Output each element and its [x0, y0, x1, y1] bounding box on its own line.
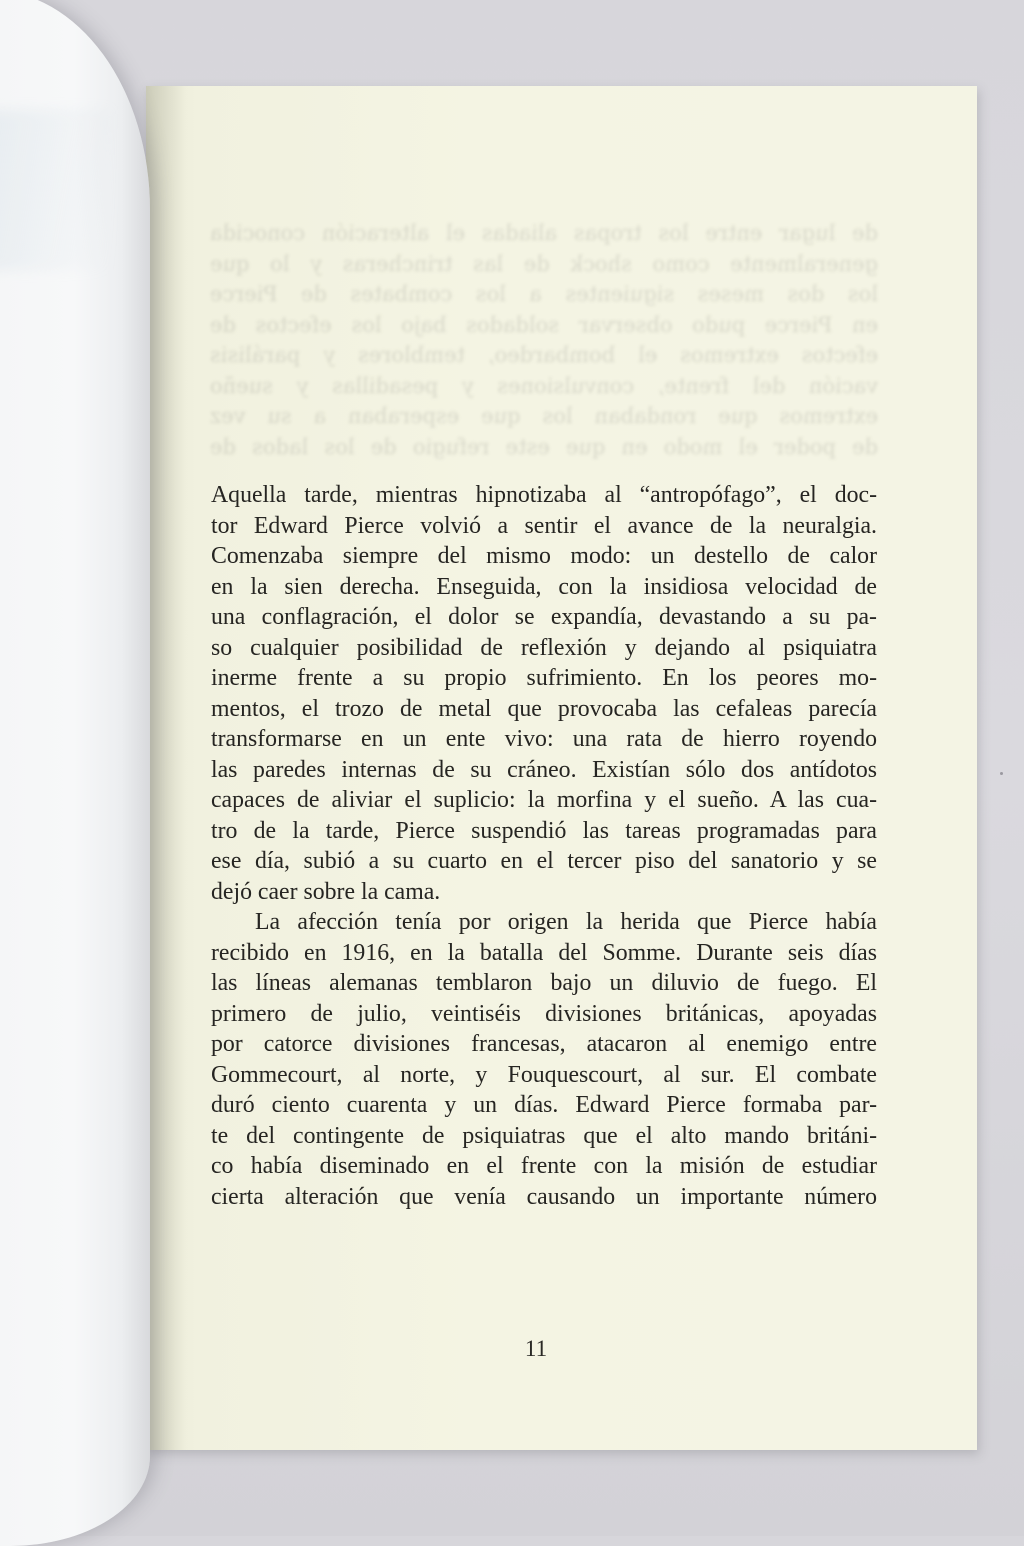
page-number: 11	[524, 1336, 548, 1361]
text-line: mentos, el trozo de metal que provocaba las cefaleas parecía	[211, 695, 877, 722]
background-speck	[1000, 772, 1003, 775]
text-line: ese día, subió a su cuarto en el tercer piso del sanatorio y se	[211, 848, 877, 874]
text-line: recibido en 1916, en la batalla del Somme. Durante seis días	[211, 939, 877, 966]
text-line: inerme frente a su propio sufrimiento. En los peores mo-	[211, 665, 877, 691]
text-line: las paredes internas de su cráneo. Existían sólo dos antídotos	[211, 756, 877, 783]
text-line: Aquella tarde, mientras hipnotizaba al “antropófago”, el doc-	[211, 482, 877, 508]
text-line: una conflagración, el dolor se expandía, devastando a su pa-	[211, 604, 877, 630]
text-line: te del contingente de psiquiatras que el alto mando británi-	[211, 1122, 877, 1149]
text-line: Gommecourt, al norte, y Fouquescourt, al sur. El combate	[211, 1061, 877, 1088]
text-line: so cualquier posibilidad de reflexión y dejando al psiquiatra	[211, 634, 877, 661]
text-line: tor Edward Pierce volvió a sentir el avance de la neuralgia.	[211, 512, 877, 539]
text-line: en la sien derecha. Enseguida, con la insidiosa velocidad de	[211, 573, 877, 600]
text-line: capaces de aliviar el suplicio: la morfina y el sueño. A las cua-	[211, 787, 877, 813]
gutter-shadow	[146, 86, 186, 1450]
text-line: las líneas alemanas temblaron bajo un diluvio de fuego. El	[211, 970, 877, 996]
paragraph-2	[211, 907, 877, 1212]
paragraph-1	[211, 480, 877, 907]
body-text	[211, 480, 877, 1212]
text-line: primero de julio, veintiséis divisiones británicas, apoyadas	[211, 1000, 877, 1027]
left-page-sheen	[0, 110, 110, 270]
text-line: transformarse en un ente vivo: una rata de hierro royendo	[211, 726, 877, 752]
text-line: dejó caer sobre la cama.	[211, 878, 441, 905]
text-line: duró ciento cuarenta y un días. Edward Pierce formaba par-	[211, 1092, 877, 1118]
text-line: por catorce divisiones francesas, atacaron al enemigo entre	[211, 1031, 877, 1057]
text-line: cierta alteración que venía causando un importante número	[211, 1183, 877, 1210]
show-through-text: de lugar entre los tropas aliadas el alteración conocida generalmente como shock de las trincheras y lo que los dos meses siguientes a los combates de Pierce en Pierce pudo observar soldados bajo los efectos de efectos extremos el bombardeo, temblores y parálisis vación del frente, convulsiones y pesadillas y sueño extremos que rondaban los que esperaban a su vez de poder el modo en que este refugio de los lados de	[210, 221, 878, 459]
text-line: La afección tenía por origen la herida que Pierce había	[255, 909, 877, 935]
text-line: Comenzaba siempre del mismo modo: un destello de calor	[211, 543, 877, 569]
left-page-curl	[0, 0, 150, 1546]
text-line: co había diseminado en el frente con la misión de estudiar	[211, 1153, 877, 1179]
text-line: tro de la tarde, Pierce suspendió las tareas programadas para	[211, 817, 877, 844]
